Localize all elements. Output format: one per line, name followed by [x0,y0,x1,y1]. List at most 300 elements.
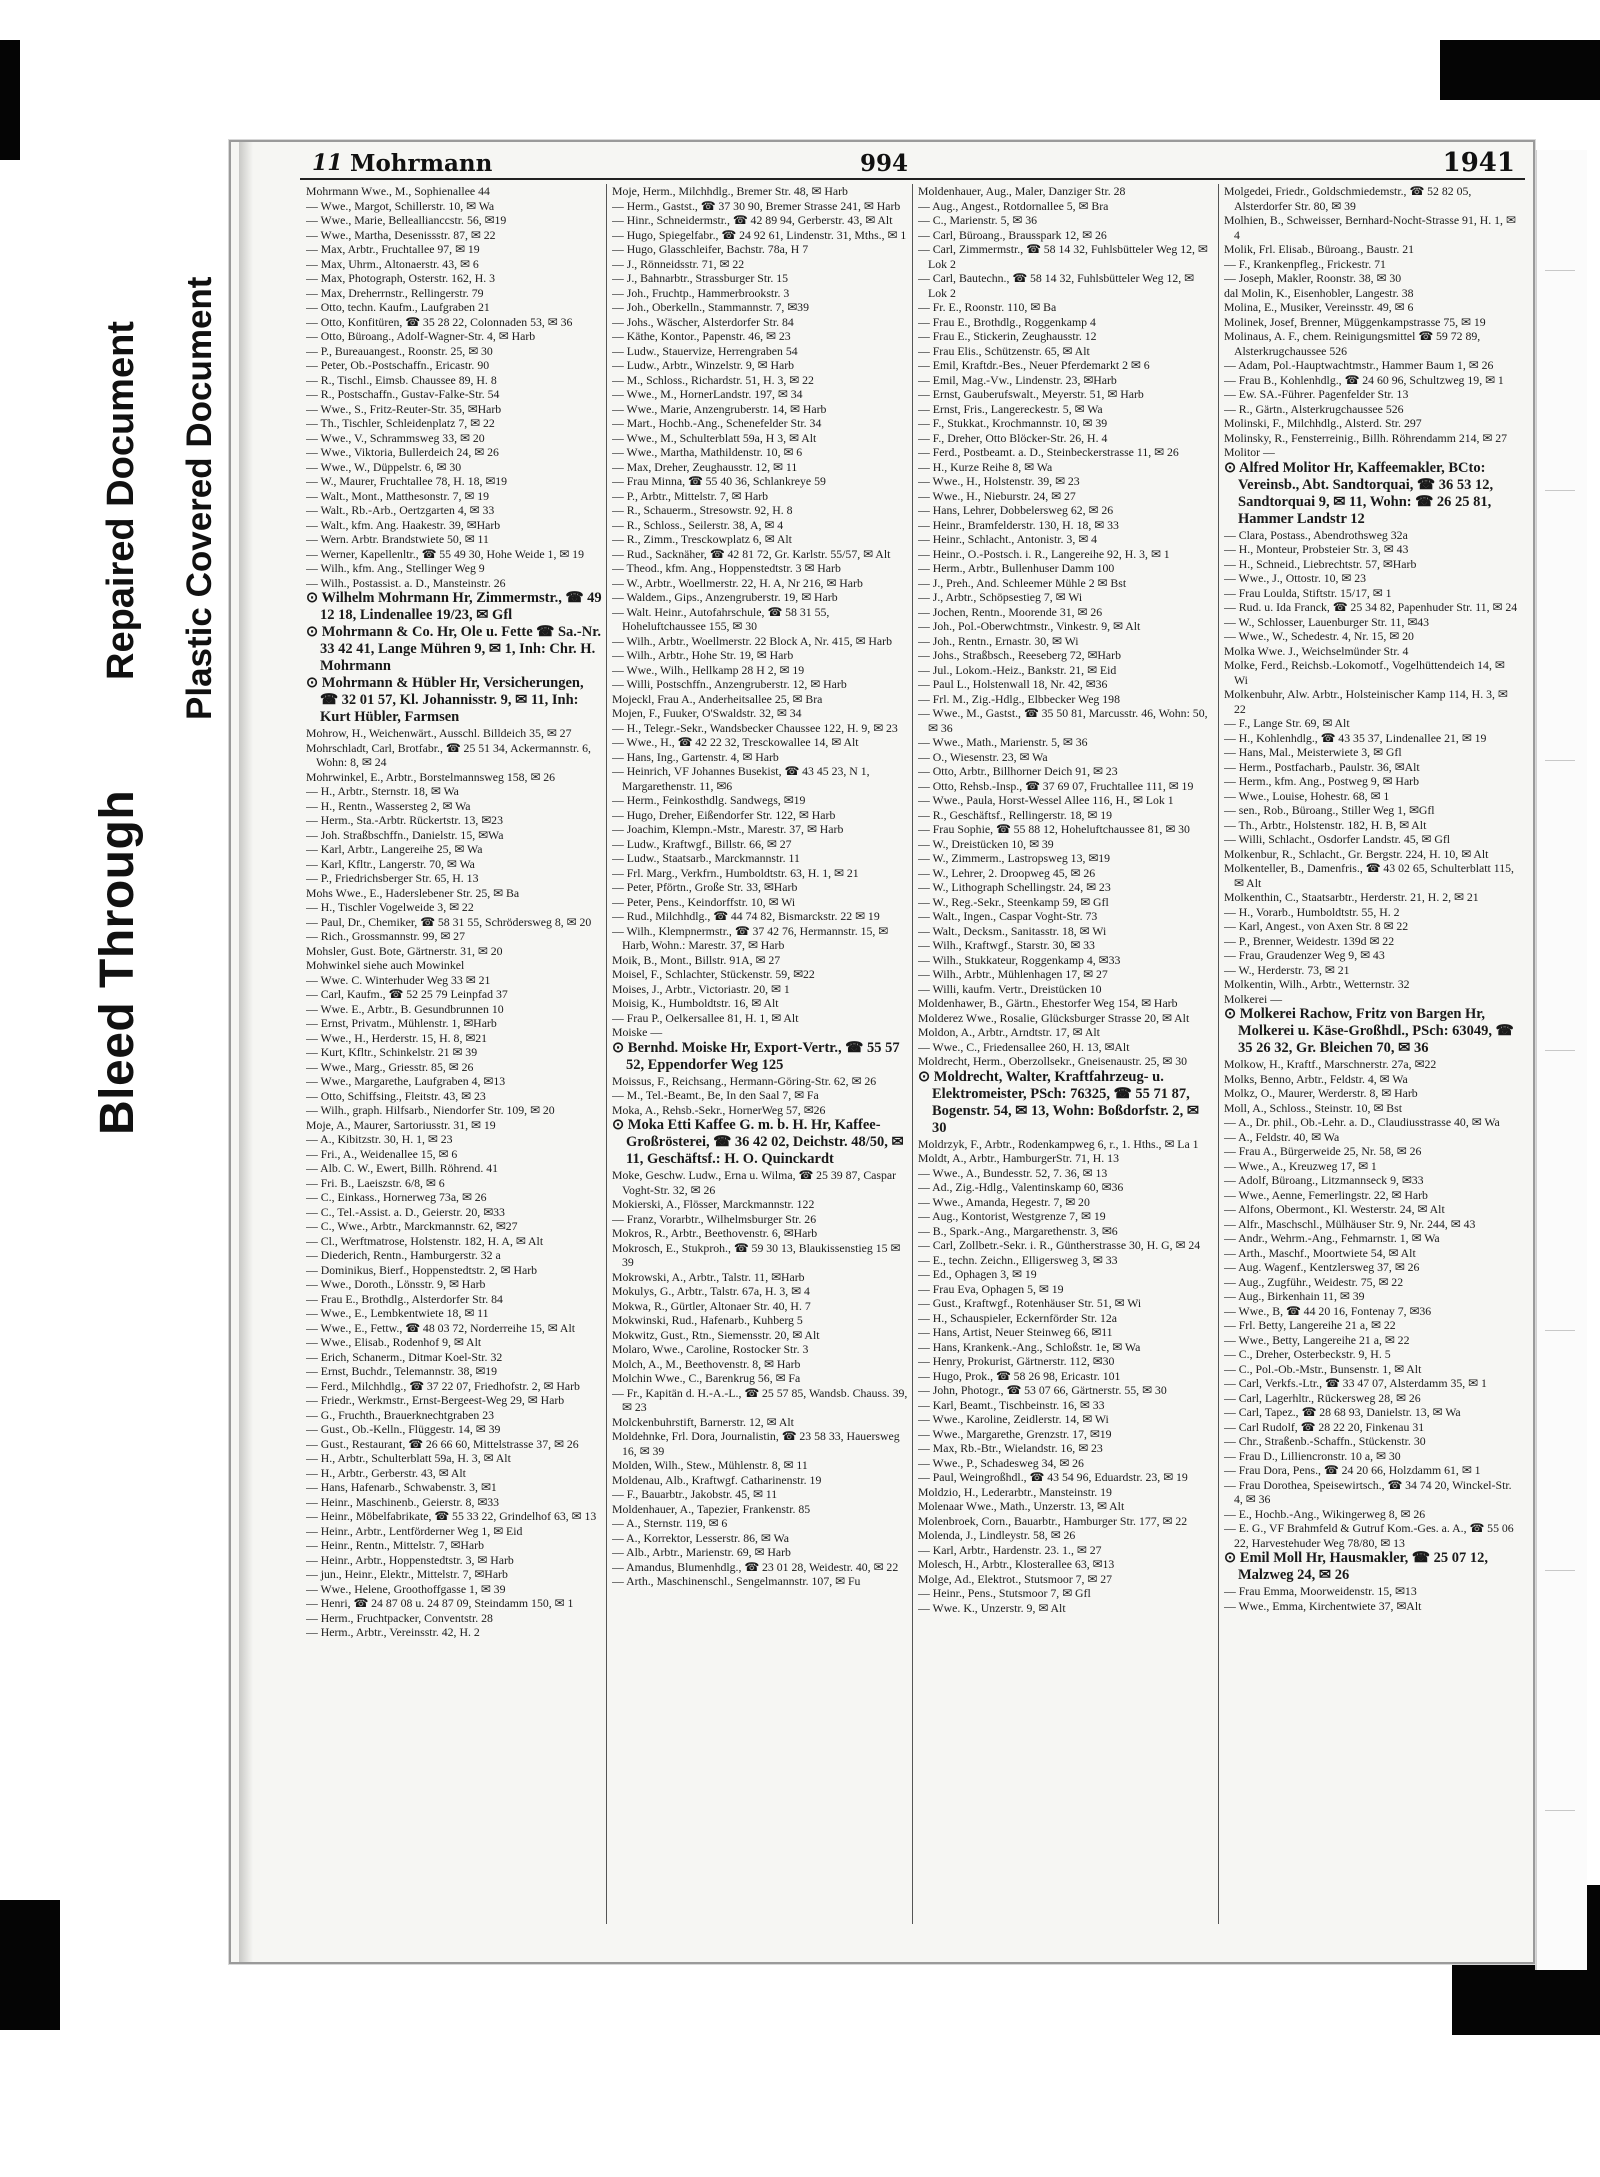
directory-entry: — Ludw., Stauervize, Herrengraben 54 [612,343,798,358]
directory-entry: — Wwe. C. Winterhuder Weg 33 ✉ 21 [306,972,491,987]
directory-entry: — Ed., Ophagen 3, ✉ 19 [918,1267,1037,1281]
directory-entry: — W., Reg.-Sekr., Steenkamp 59, ✉ Gfl [918,894,1109,909]
directory-entry: — Wwe., Amanda, Hegestr. 7, ✉ 20 [918,1194,1090,1209]
directory-entry: — Frau E., Brothdlg., Alsterdorfer Str. 84 [306,1291,503,1306]
directory-entry: — Aug., Kontorist, Westgrenze 7, ✉ 19 [918,1209,1106,1223]
directory-entry: — Wwe., Wilh., Hellkamp 28 H 2, ✉ 19 [612,662,805,677]
directory-entry: — Frau Elis., Schützenstr. 65, ✉ Alt [918,343,1090,358]
directory-entry: ⊙ Mohrmann & Co. Hr, Ole u. Fette ☎ Sa.-Nr. 33 42 41, Lange Mühren 9, ✉ 1, Inh: Chr. H. Mohrmann [306,624,601,674]
directory-entry: — Carl, Kaufm., ☎ 52 25 79 Leinpfad 37 [306,987,508,1001]
directory-entry: — Chr., Straßenb.-Schaffn., Stückenstr. 30 [1224,1434,1426,1448]
directory-entry: — Kurt, Kfltr., Schinkelstr. 21 ✉ 39 [306,1045,478,1059]
directory-entry: — Karl, Kfltr., Langerstr. 70, ✉ Wa [306,856,475,871]
page-number: 994 [860,150,909,177]
directory-entry: — Aug., Zugführ., Weidestr. 75, ✉ 22 [1224,1274,1404,1289]
directory-entry: Mokrosch, E., Stukproh., ☎ 59 30 13, Blaukissenstieg 15 ✉ 39 [612,1240,901,1269]
directory-entry: — Ludw., Arbtr., Winzelstr. 9, ✉ Harb [612,358,795,372]
directory-entry: — Ernst, Buchdr., Telemannstr. 38, ✉19 [306,1364,498,1378]
directory-entry: Moldrzyk, F., Arbtr., Rodenkampweg 6, r., 1. Hths., ✉ La 1 [918,1136,1199,1151]
directory-entry: — Franz, Vorarbtr., Wilhelmsburger Str. 26 [612,1211,817,1226]
directory-entry: Moiske — [612,1025,663,1039]
directory-entry: — Mart., Hochb.-Ang., Schenefelder Str. 34 [612,416,822,430]
directory-entry: — Karl, Beamt., Tischbeinstr. 16, ✉ 33 [918,1397,1105,1412]
directory-entry: Molge, Ad., Elektrot., Stutsmoor 7, ✉ 27 [918,1571,1113,1586]
directory-entry: — P., Bureauangest., Roonstr. 25, ✉ 30 [306,343,493,358]
directory-entry: — Emil, Kraftdr.-Bes., Neuer Pferdemarkt 2 ✉ 6 [918,358,1150,372]
directory-entry: — Wilh., Arbtr., Mühlenhagen 17, ✉ 27 [918,967,1108,981]
directory-entry: Moje, A., Maurer, Sartoriusstr. 31, ✉ 19 [306,1117,496,1132]
directory-entry: — J., Bahnarbtr., Strassburger Str. 15 [612,271,789,285]
directory-entry: Molke, Ferd., Reichsb.-Lokomotf., Vogelhüttendeich 14, ✉ Wi [1224,658,1505,687]
directory-entry: — Alfr., Maschschl., Mülhäuser Str. 9, Nr. 244, ✉ 43 [1224,1216,1476,1231]
directory-entry: — Herm., Feinkosthdlg. Sandwegs, ✉19 [612,793,806,807]
directory-entry: — H., Telegr.-Sekr., Wandsbecker Chaussee 122, H. 9, ✉ 23 [612,720,898,735]
directory-entry: Moik, B., Mont., Billstr. 91A, ✉ 27 [612,952,781,967]
directory-entry: — Rich., Grossmannstr. 99, ✉ 27 [306,929,465,943]
directory-entry: — Frau Dora, Pens., ☎ 24 20 66, Holzdamm 61, ✉ 1 [1224,1463,1481,1477]
directory-entry: — B., Spark.-Ang., Margarethenstr. 3, ✉6 [918,1223,1118,1238]
directory-entry: — Wwe., Math., Marienstr. 5, ✉ 36 [918,735,1088,749]
directory-entry: — H., Arbtr., Sternstr. 18, ✉ Wa [306,784,459,798]
directory-entry: Mokrowski, A., Arbtr., Talstr. 11, ✉Harb [612,1269,805,1284]
directory-entry: — Peter, Pens., Keindorffstr. 10, ✉ Wi [612,894,796,909]
directory-entry: — Wwe., Martha, Desenissstr. 87, ✉ 22 [306,227,496,242]
directory-entry: Moldt, A., Arbtr., HamburgerStr. 71, H. 13 [918,1151,1119,1165]
directory-entry: — Wwe., Elisab., Rodenhof 9, ✉ Alt [306,1335,482,1349]
directory-entry: Molckenbuhrstift, Barnerstr. 12, ✉ Alt [612,1414,794,1429]
directory-entry: Mohrow, H., Weichenwärt., Ausschl. Billdeich 35, ✉ 27 [306,726,572,740]
directory-entry: — Werner, Kapellenltr., ☎ 55 49 30, Hohe Weide 1, ✉ 19 [306,546,584,561]
directory-entry: — Wwe., Marie, Anzengruberstr. 14, ✉ Harb [612,401,827,416]
directory-entry: — Wwe., P., Schadesweg 34, ✉ 26 [918,1455,1084,1470]
directory-entry: — Heinr., Pens., Stutsmoor 7, ✉ Gfl [918,1586,1091,1600]
directory-entry: — Frau P., Oelkersallee 81, H. 1, ✉ Alt [612,1010,799,1025]
directory-entry: — Clara, Postass., Abendrothsweg 32a [1224,527,1408,542]
directory-entry: Moldenhauer, A., Tapezier, Frankenstr. 85 [612,1501,811,1516]
directory-entry: — H., Schneid., Liebrechtstr. 57, ✉Harb [1224,556,1417,571]
directory-entry: — F., Bauarbtr., Jakobstr. 45, ✉ 11 [612,1487,778,1501]
directory-entry: — Wwe., Louise, Hohestr. 68, ✉ 1 [1224,788,1390,803]
directory-entry: — M., Tel.-Beamt., Be, In den Saal 7, ✉ Fa [612,1088,819,1102]
directory-entry: — Otto, Arbtr., Billhorner Deich 91, ✉ 23 [918,764,1118,778]
directory-entry: — Herm., Postfacharb., Paulstr. 36, ✉Alt [1224,759,1420,774]
column-divider [1218,184,1219,1924]
directory-entry: — sen., Rob., Büroang., Stiller Weg 1, ✉Gfl [1224,803,1435,817]
directory-entry: — C., Einkass., Hornerweg 73a, ✉ 26 [306,1190,487,1204]
directory-entry: — Frau Minna, ☎ 55 40 36, Schlankreye 59 [612,474,826,488]
directory-entry: — Wilh., Postassist. a. D., Mansteinstr. 26 [306,575,506,590]
directory-entry: Molkenteller, B., Damenfris., ☎ 43 02 65, Schulterblatt 115, ✉ Alt [1224,861,1514,890]
directory-entry: — W., Dreistücken 10, ✉ 39 [918,836,1054,851]
directory-entry: — Carl, Bautechn., ☎ 58 14 32, Fuhlsbütteler Weg 12, ✉ Lok 2 [918,271,1195,300]
directory-entry: — jun., Heinr., Elektr., Mittelstr. 7, ✉Harb [306,1567,508,1581]
directory-entry: — Wwe., Marie, Belleallianccstr. 56, ✉19 [306,213,507,227]
directory-entry: — Andr., Wehrm.-Ang., Fehmarnstr. 1, ✉ Wa [1224,1231,1440,1245]
directory-entry: — Walt., kfm. Ang. Haakestr. 39, ✉Harb [306,517,501,532]
directory-entry: Molgedei, Friedr., Goldschmiedemstr., ☎ 52 82 05, Alsterdorfer Str. 80, ✉ 39 [1224,184,1472,213]
directory-entry: — Rud. u. Ida Franck, ☎ 25 34 82, Papenhuder Str. 11, ✉ 24 [1224,600,1518,614]
directory-entry: Molaro, Wwe., Caroline, Rostocker Str. 3 [612,1342,809,1356]
directory-entry: — J., Preh., And. Schleemer Mühle 2 ✉ Bst [918,575,1127,590]
directory-entry: — Heinr., Maschinenb., Geierstr. 8, ✉33 [306,1494,500,1509]
directory-entry: Molks, Benno, Arbtr., Feldstr. 4, ✉ Wa [1224,1071,1408,1086]
directory-column-4 [1224,184,1520,1924]
directory-column-3 [918,184,1214,1924]
directory-entry: — Ernst, Gauberufswalt., Meyerstr. 51, ✉ Harb [918,387,1144,401]
directory-entry: — Peter, Ob.-Postschaffn., Ericastr. 90 [306,358,490,372]
directory-entry: — W., Arbtr., Woellmerstr. 22, H. A, Nr 216, ✉ Harb [612,575,863,590]
directory-entry: Molkenbur, R., Schlacht., Gr. Bergstr. 224, H. 10, ✉ Alt [1224,846,1489,861]
section-number: 11 [312,150,343,176]
directory-entry: — A., Feldstr. 40, ✉ Wa [1224,1129,1340,1144]
directory-entry: — M., Schloss., Richardstr. 51, H. 3, ✉ 22 [612,372,814,387]
directory-entry: — H., Schauspieler, Eckernförder Str. 12a [918,1310,1118,1325]
directory-entry: — Karl, Arbtr., Hardenstr. 23. 1., ✉ 27 [918,1542,1102,1557]
directory-entry: — H., Monteur, Probsteier Str. 3, ✉ 43 [1224,542,1409,556]
repaired-document-label: Repaired Document [100,321,142,680]
directory-entry: — O., Wiesenstr. 23, ✉ Wa [918,749,1048,764]
directory-entry: — Heinr., Rentn., Mittelstr. 7, ✉Harb [306,1538,484,1552]
directory-entry: Moises, J., Arbtr., Victoriastr. 20, ✉ 1 [612,981,790,996]
directory-entry: — Otto, techn. Kaufm., Laufgraben 21 [306,300,490,314]
directory-entry: — Hugo, Dreher, Eißendorfer Str. 122, ✉ Harb [612,807,836,822]
running-head-name: Mohrmann [350,150,493,177]
directory-entry: Molka Wwe. J., Weichselmünder Str. 4 [1224,643,1409,658]
directory-entry: — G., Fruchth., Brauerknechtgraben 23 [306,1407,495,1422]
directory-entry: ⊙ Moldrecht, Walter, Kraftfahrzeug- u. Elektromeister, PSch: 76325, ☎ 55 71 87, Bogenstr. 54, ✉ 13, Wohn: Boßdorfstr. 2, ✉ 30 [918,1068,1200,1136]
facing-page-edge [1535,150,1587,1970]
directory-entry: — Ferd., Milchhdlg., ☎ 37 22 07, Friedhofstr. 2, ✉ Harb [306,1378,580,1393]
directory-entry: — Käthe, Kontor., Papenstr. 46, ✉ 23 [612,329,791,343]
directory-entry: — Erich, Schanerm., Ditmar Koel-Str. 32 [306,1349,503,1364]
directory-entry: — Max, Rb.-Btr., Wielandstr. 16, ✉ 23 [918,1441,1103,1455]
directory-entry: — Fr., Kapitän d. H.-A.-L., ☎ 25 57 85, Wandsb. Chauss. 39, ✉ 23 [612,1385,908,1414]
directory-entry: Mohrmann Wwe., M., Sophienallee 44 [306,184,490,198]
directory-entry: Mokulys, G., Arbtr., Talstr. 67a, H. 3, ✉ 4 [612,1284,810,1298]
directory-entry: — Wilh., Kraftwgf., Starstr. 30, ✉ 33 [918,938,1095,952]
directory-entry: Molkerei — [1224,991,1282,1006]
directory-entry: — Herm., Gastst., ☎ 37 30 90, Bremer Strasse 241, ✉ Harb [612,198,901,213]
directory-entry: — Wwe., Betty, Langereihe 21 a, ✉ 22 [1224,1332,1410,1347]
directory-entry: — Wwe., M., Gastst., ☎ 35 50 81, Marcusstr. 46, Wohn: 50, ✉ 36 [918,706,1208,735]
directory-entry: — Wilh., Klempnermstr., ☎ 37 42 76, Hermannstr. 15, ✉ Harb, Wohn.: Marestr. 37, ✉ Harb [612,923,889,952]
directory-entry: Mojen, F., Fuuker, O'Swaldstr. 32, ✉ 34 [612,706,802,720]
directory-entry: — Hugo, Glasschleifer, Bachstr. 78a, H 7 [612,242,809,256]
bottom-left-black-corner [0,1900,60,2030]
directory-entry: — Hans, Krankenk.-Ang., Schloßstr. 1e, ✉ Wa [918,1339,1141,1354]
directory-entry: Molesch, H., Arbtr., Klosterallee 63, ✉13 [918,1557,1115,1571]
directory-entry: — Wwe., Margarethe, Laufgraben 4, ✉13 [306,1074,506,1088]
directory-entry: Molkenbuhr, Alw. Arbtr., Holsteinischer Kamp 114, H. 3, ✉ 22 [1224,687,1508,716]
directory-entry: — Frl. Betty, Langereihe 21 a, ✉ 22 [1224,1318,1396,1332]
directory-entry: — Joh., Pol.-Oberwchtmstr., Vinkestr. 9, ✉ Alt [918,619,1141,633]
directory-entry: — Wwe., H., Herderstr. 15, H. 8, ✉21 [306,1030,488,1045]
directory-entry: — W., Maurer, Fruchtallee 78, H. 18, ✉19 [306,474,508,488]
directory-entry: — F., Krankenpfleg., Frickestr. 71 [1224,256,1386,271]
directory-entry: — W., Herderstr. 73, ✉ 21 [1224,962,1350,977]
directory-entry: — R., Schloss., Seilerstr. 38, A, ✉ 4 [612,517,784,532]
directory-entry: — Walt., Mont., Matthesonstr. 7, ✉ 19 [306,488,490,503]
directory-entry: — R., Tischl., Eimsb. Chaussee 89, H. 8 [306,372,497,387]
directory-entry: — Heinr., Arbtr., Lentförderner Weg 1, ✉ Eid [306,1523,523,1538]
directory-entry: — Wwe., Margarethe, Grenzstr. 17, ✉19 [918,1426,1112,1441]
directory-entry: — Carl, Büroang., Brausspark 12, ✉ 26 [918,227,1107,242]
directory-entry: — P., Arbtr., Mittelstr. 7, ✉ Harb [612,488,769,503]
directory-entry: — Wwe., Viktoria, Bullerdeich 24, ✉ 26 [306,445,499,459]
directory-entry: — Heinr., Möbelfabrikate, ☎ 55 33 22, Grindelhof 63, ✉ 13 [306,1509,597,1523]
column-divider [606,184,607,1924]
directory-entry: — Th., Tischler, Schleidenplatz 7, ✉ 22 [306,416,495,430]
directory-entry: — Carl Rudolf, ☎ 28 22 20, Finkenau 31 [1224,1419,1425,1434]
directory-entry: — Wwe., Karoline, Zeidlerstr. 14, ✉ Wi [918,1412,1109,1426]
directory-entry: — Frau Loulda, Stiftstr. 15/17, ✉ 1 [1224,585,1392,600]
directory-entry: — Wwe., Aenne, Femerlingstr. 22, ✉ Harb [1224,1187,1428,1202]
directory-entry: — Wwe., E., Lembkentwiete 18, ✉ 11 [306,1306,489,1320]
directory-entry: Mokros, R., Arbtr., Beethovenstr. 6, ✉Harb [612,1226,818,1240]
directory-entry: Moldrecht, Herm., Oberzollsekr., Gneisenaustr. 25, ✉ 30 [918,1054,1188,1068]
directory-entry: — Cl., Werftmatrose, Holstenstr. 182, H. A, ✉ Alt [306,1233,544,1248]
directory-entry: Molinski, F., Milchhdlg., Alsterd. Str. 297 [1224,416,1422,430]
directory-entry: — Friedr., Werkmstr., Ernst-Bergeest-Weg 29, ✉ Harb [306,1393,565,1407]
directory-entry: — C., Wwe., Arbtr., Marckmannstr. 62, ✉27 [306,1219,518,1233]
directory-entry: — Frau Sophie, ☎ 55 88 12, Hoheluftchaussee 81, ✉ 30 [918,822,1190,836]
directory-entry: — C., Dreher, Osterbeckstr. 9, H. 5 [1224,1347,1391,1361]
directory-entry: — Wilh., kfm. Ang., Stellinger Weg 9 [306,561,485,575]
directory-entry: Mohrwinkel, E., Arbtr., Borstelmannsweg 158, ✉ 26 [306,769,556,784]
directory-entry: ⊙ Bernhd. Moiske Hr, Export-Vertr., ☎ 55 57 52, Eppendorfer Weg 125 [612,1039,900,1073]
directory-entry: — Frau A., Bürgerweide 25, Nr. 58, ✉ 26 [1224,1144,1422,1158]
directory-entry: — Frau, Graudenzer Weg 9, ✉ 43 [1224,948,1385,962]
directory-entry: — J., Rönneidsstr. 71, ✉ 22 [612,256,745,271]
directory-entry: — Fr. E., Roonstr. 110, ✉ Ba [918,300,1057,314]
directory-entry: — Walt. Heinr., Autofahrschule, ☎ 58 31 55, Hoheluftchaussee 155, ✉ 30 [612,604,830,633]
directory-entry: — Willi, Postschffn., Anzengruberstr. 12, ✉ Harb [612,677,847,691]
column-divider [912,184,913,1924]
directory-entry: — Hinr., Schneidermstr., ☎ 42 89 94, Gerberstr. 43, ✉ Alt [612,213,893,227]
header-rule [300,178,1525,180]
directory-entry: Molinsky, R., Fensterreinig., Billh. Röhrendamm 214, ✉ 27 [1224,430,1508,445]
directory-entry: — Heinr., Arbtr., Hoppenstedtstr. 3, ✉ Harb [306,1552,514,1567]
directory-entry: — Wern. Arbtr. Brandstwiete 50, ✉ 11 [306,532,489,546]
directory-entry: — Wwe., W., Schedestr. 4, Nr. 15, ✉ 20 [1224,629,1414,643]
directory-entry: — Hans, Lehrer, Dobbelersweg 62, ✉ 26 [918,503,1114,517]
directory-entry: — Frl. Marg., Verkfrn., Humboldtstr. 63, H. 1, ✉ 21 [612,865,859,880]
directory-entry: — Wwe., Emma, Kirchentwiete 37, ✉Alt [1224,1598,1422,1613]
directory-entry: ⊙ Mohrmann & Hübler Hr, Versicherungen, ☎ 32 01 57, Kl. Johannisstr. 9, ✉ 11, Inh: Kurt Hübler, Farmsen [306,675,584,725]
directory-entry: — Karl, Arbtr., Langereihe 25, ✉ Wa [306,842,483,856]
directory-entry: — Ludw., Kraftwgf., Billstr. 66, ✉ 27 [612,836,792,851]
directory-entry: — Peter, Pförtn., Große Str. 33, ✉Harb [612,880,798,894]
directory-entry: Mohrschladt, Carl, Brotfabr., ☎ 25 51 34, Ackermannstr. 6, Wohn: 8, ✉ 24 [306,740,591,769]
directory-entry: — Wilh., Arbtr., Woellmerstr. 22 Block A, Nr. 415, ✉ Harb [612,633,892,648]
directory-entry: — Frl. M., Zig.-Hdlg., Elbbecker Weg 198 [918,691,1120,706]
directory-entry: Molderez Wwe., Rosalie, Glücksburger Strasse 20, ✉ Alt [918,1010,1190,1025]
directory-entry: — H., Arbtr., Gerberstr. 43, ✉ Alt [306,1465,466,1480]
directory-entry: — Frau Emma, Moorweidenstr. 15, ✉13 [1224,1584,1417,1598]
directory-entry: — Wwe., A., Kreuzweg 17, ✉ 1 [1224,1158,1377,1173]
directory-entry: Mojeckl, Frau A., Anderheitsallee 25, ✉ Bra [612,691,823,706]
directory-entry: — Walt., Ingen., Caspar Voght-Str. 73 [918,909,1098,923]
directory-entry: — Joh., Oberkelln., Stammannstr. 7, ✉39 [612,300,809,314]
top-left-black-corner [0,40,20,160]
directory-entry: — Walt., Decksm., Sanitasstr. 18, ✉ Wi [918,923,1107,938]
directory-entry: — Alb., Arbtr., Marienstr. 69, ✉ Harb [612,1545,791,1559]
directory-entry: dal Molin, K., Eisenhobler, Langestr. 38 [1224,285,1414,300]
directory-entry: — C., Tel.-Assist. a. D., Geierstr. 20, ✉33 [306,1204,505,1219]
directory-entry: Moll, A., Schloss., Steinstr. 10, ✉ Bst [1224,1100,1403,1115]
directory-entry: — Arth., Maschinenschl., Sengelmannstr. 107, ✉ Fu [612,1574,861,1588]
directory-entry: Molenda, J., Lindleystr. 58, ✉ 26 [918,1528,1076,1542]
directory-entry: — Hans, Hafenarb., Schwabenstr. 3, ✉1 [306,1480,497,1494]
directory-entry: — Herm., Sta.-Arbtr. Rückertstr. 13, ✉23 [306,813,503,827]
directory-entry: — Max, Dreherrnstr., Rellingerstr. 79 [306,285,484,300]
directory-entry: — Arth., Maschf., Moortwiete 54, ✉ Alt [1224,1245,1416,1260]
directory-entry: — Gust., Restaurant, ☎ 26 66 60, Mittelstrasse 37, ✉ 26 [306,1436,579,1451]
directory-entry: ⊙ Emil Moll Hr, Hausmakler, ☎ 25 07 12, Malzweg 24, ✉ 26 [1224,1550,1488,1583]
directory-entry: — Carl, Zollbetr.-Sekr. i. R., Güntherstrasse 30, H. G, ✉ 24 [918,1238,1201,1252]
directory-entry: — C., Pol.-Ob.-Mstr., Bunsenstr. 1, ✉ Alt [1224,1361,1422,1376]
directory-entry: Molitor — [1224,445,1275,459]
directory-entry: — Herm., Arbtr., Vereinsstr. 42, H. 2 [306,1625,480,1639]
directory-entry: — Willi, kaufm. Vertr., Dreistücken 10 [918,981,1102,996]
directory-entry: Molenaar Wwe., Math., Unzerstr. 13, ✉ Alt [918,1499,1125,1513]
directory-entry: Molkenthin, C., Staatsarbtr., Herderstr. 21, H. 2, ✉ 21 [1224,890,1479,904]
directory-entry: — Max, Arbtr., Fruchtallee 97, ✉ 19 [306,242,480,256]
directory-entry: — Walt., Rb.-Arb., Oertzgarten 4, ✉ 33 [306,503,495,517]
directory-entry: — F., Stukkat., Krochmannstr. 10, ✉ 39 [918,416,1108,430]
directory-entry: — Waldem., Gips., Anzengruberstr. 19, ✉ Harb [612,590,838,604]
directory-entry: — P., Brenner, Weidestr. 139d ✉ 22 [1224,933,1395,948]
directory-entry: — Carl, Zimmermstr., ☎ 58 14 32, Fuhlsbütteler Weg 12, ✉ Lok 2 [918,242,1208,271]
directory-entry: — J., Arbtr., Schöpsestieg 7, ✉ Wi [918,590,1083,604]
directory-entry: Moldenhawer, B., Gärtn., Ehestorfer Weg 154, ✉ Harb [918,996,1178,1010]
directory-entry: — Joh., Fruchtp., Hammerbrookstr. 3 [612,285,790,300]
directory-entry: Mokwitz, Gust., Rtn., Siemensstr. 20, ✉ Alt [612,1327,820,1342]
directory-entry: — Wwe., Marg., Griesstr. 85, ✉ 26 [306,1059,474,1074]
directory-entry: — Emil, Mag.-Vw., Lindenstr. 23, ✉Harb [918,372,1117,387]
directory-entry: — Rud., Sacknäher, ☎ 42 81 72, Gr. Karlstr. 55/57, ✉ Alt [612,546,891,561]
directory-entry: — A., Korrektor, Lesserstr. 86, ✉ Wa [612,1530,789,1545]
directory-entry: — Heinrich, VF Johannes Busekist, ☎ 43 45 23, N 1, Margarethenstr. 11, ✉6 [612,764,870,793]
directory-entry: — Frau B., Kohlenhdlg., ☎ 24 60 96, Schultzweg 19, ✉ 1 [1224,372,1504,387]
directory-entry: — Frau D., Lilliencronstr. 10 a, ✉ 30 [1224,1448,1401,1463]
directory-entry: — H., Rentn., Wassersteg 2, ✉ Wa [306,798,471,813]
directory-entry: — Karl, Angest., von Axen Str. 8 ✉ 22 [1224,919,1409,933]
directory-entry: Molhien, B., Schweisser, Bernhard-Nocht-Strasse 91, H. 1, ✉ 4 [1224,213,1516,242]
directory-entry: — W., Zimmerm., Lastropsweg 13, ✉19 [918,851,1111,865]
directory-entry: — Wwe., C., Friedensallee 260, H. 13, ✉Alt [918,1039,1130,1054]
directory-entry: — Paul, Weingroßhdl., ☎ 43 54 96, Eduardstr. 23, ✉ 19 [918,1470,1188,1484]
directory-entry: — Willi, Schlacht., Osdorfer Landstr. 45, ✉ Gfl [1224,832,1451,846]
directory-entry: — R., Gärtn., Alsterkrugchaussee 526 [1224,401,1404,416]
directory-entry: Mohs Wwe., E., Haderslebener Str. 25, ✉ Ba [306,885,520,900]
directory-entry: — Max, Dreher, Zeughausstr. 12, ✉ 11 [612,459,798,474]
directory-entry: — Wilh., Stukkateur, Roggenkamp 4, ✉33 [918,952,1121,967]
directory-entry: — Heinr., O.-Postsch. i. R., Langereihe 92, H. 3, ✉ 1 [918,546,1170,561]
directory-entry: — Hugo, Prok., ☎ 58 26 98, Ericastr. 101 [918,1368,1121,1383]
directory-entry: Moke, Geschw. Ludw., Erna u. Wilma, ☎ 25 39 87, Caspar Voght-Str. 32, ✉ 26 [612,1168,897,1197]
directory-entry: Moka, A., Rehsb.-Sekr., HornerWeg 57, ✉26 [612,1102,826,1117]
directory-entry: — Amandus, Blumenhdlg., ☎ 23 01 28, Weidestr. 40, ✉ 22 [612,1559,899,1574]
directory-entry: — Fri. B., Laeiszstr. 6/8, ✉ 6 [306,1175,445,1190]
directory-entry: — Wwe., A., Bundesstr. 52, 7. 36, ✉ 13 [918,1165,1108,1180]
directory-entry: — Joh. Straßbschffn., Danielstr. 15, ✉Wa [306,827,504,842]
directory-entry: — Johs., Wäscher, Alsterdorfer Str. 84 [612,314,794,329]
directory-entry: ⊙ Wilhelm Mohrmann Hr, Zimmermstr., ☎ 49 12 18, Lindenallee 19/23, ✉ Gfl [306,590,602,623]
directory-entry: — W., Schlosser, Lauenburger Str. 11, ✉43 [1224,614,1430,629]
directory-entry: — Wilh., Arbtr., Hohe Str. 19, ✉ Harb [612,648,794,662]
directory-entry: — Aug., Angest., Rotdornallee 5, ✉ Bra [918,198,1109,213]
directory-entry: — Joh., Rentn., Ernastr. 30, ✉ Wi [918,633,1079,648]
directory-entry: — R., Geschäftsf., Rellingerstr. 18, ✉ 19 [918,807,1113,822]
directory-entry: — E., Hochb.-Ang., Wikingerweg 8, ✉ 26 [1224,1506,1426,1521]
directory-entry: — Frau Eva, Ophagen 5, ✉ 19 [918,1281,1064,1296]
directory-entry: — Wwe., V., Schrammsweg 33, ✉ 20 [306,430,485,445]
directory-entry: — Otto, Schiffsing., Fleitstr. 43, ✉ 23 [306,1088,486,1103]
directory-entry: Moisel, F., Schlachter, Stückenstr. 59, ✉22 [612,967,815,981]
directory-entry: — Ernst, Fris., Langereckestr. 5, ✉ Wa [918,401,1103,416]
directory-entry: — Diederich, Rentn., Hamburgerstr. 32 a [306,1248,501,1262]
plastic-covered-document-label: Plastic Covered Document [180,276,219,720]
directory-entry: — Wwe., B, ☎ 44 20 16, Fontenay 7, ✉36 [1224,1303,1432,1318]
directory-entry: — Heinr., Bramfelderstr. 130, H. 18, ✉ 33 [918,517,1119,532]
directory-entry: — Wwe., H., Nieburstr. 24, ✉ 27 [918,488,1076,503]
directory-entry: Moissus, F., Reichsang., Hermann-Göring-Str. 62, ✉ 26 [612,1073,877,1088]
directory-entry: Moldon, A., Arbtr., Arndtstr. 17, ✉ Alt [918,1025,1100,1039]
directory-entry: Mohsler, Gust. Bote, Gärtnerstr. 31, ✉ 20 [306,943,503,958]
directory-entry: — Hugo, Spiegelfabr., ☎ 24 92 61, Lindenstr. 31, Mths., ✉ 1 [612,227,907,242]
directory-entry: — Frau Dorothea, Speisewirtsch., ☎ 34 74 20, Winckel-Str. 4, ✉ 36 [1224,1477,1512,1506]
directory-entry: — Hans, Ing., Gartenstr. 4, ✉ Harb [612,749,779,764]
directory-entry: Molkz, O., Maurer, Werderstr. 8, ✉ Harb [1224,1086,1418,1100]
directory-entry: Mokwinski, Rud., Hafenarb., Kuhberg 5 [612,1313,803,1327]
directory-entry: — Joachim, Klempn.-Mstr., Marestr. 37, ✉ Harb [612,822,844,836]
page-header [300,146,1525,180]
directory-entry: — Gust., Kraftwgf., Rotenhäuser Str. 51, ✉ Wi [918,1296,1142,1310]
directory-entry: — Jul., Lokom.-Heiz., Bankstr. 21, ✉ Eid [918,662,1117,677]
directory-entry: — Johs., Straßbsch., Reeseberg 72, ✉Harb [918,648,1121,662]
directory-entry: — Frau E., Brothdlg., Roggenkamp 4 [918,314,1096,329]
binding-shadow [239,142,253,1962]
directory-year: 1941 [1442,148,1515,178]
directory-entry: — P., Friedrichsberger Str. 65, H. 13 [306,871,479,885]
directory-entry: — Otto, Rehsb.-Insp., ☎ 37 69 07, Fruchtallee 111, ✉ 19 [918,778,1194,793]
directory-entry: — Ferd., Postbeamt. a. D., Steinbeckerstrasse 11, ✉ 26 [918,445,1179,459]
directory-entry: — F., Lange Str. 69, ✉ Alt [1224,716,1350,730]
directory-entry: — Wilh., graph. Hilfsarb., Niendorfer Str. 109, ✉ 20 [306,1103,555,1117]
directory-entry: — Joseph, Makler, Roonstr. 38, ✉ 30 [1224,271,1402,285]
directory-entry: — Wwe., H., Holstenstr. 39, ✉ 23 [918,474,1080,488]
directory-entry: — Otto, Konfitüren, ☎ 35 28 22, Colonnaden 53, ✉ 36 [306,314,573,329]
directory-entry: — Hans, Artist, Neuer Steinweg 66, ✉11 [918,1325,1113,1339]
directory-entry: Mokierski, A., Flösser, Marckmannstr. 122 [612,1197,815,1211]
directory-entry: — Jochen, Rentn., Moorende 31, ✉ 26 [918,604,1103,619]
directory-entry: — Max, Photograph, Osterstr. 162, H. 3 [306,271,496,285]
directory-entry: — R., Postschaffn., Gustav-Falke-Str. 54 [306,387,500,401]
directory-entry: Molden, Wilh., Stew., Mühlenstr. 8, ✉ 11 [612,1458,808,1472]
directory-entry: — Paul L., Holstenwall 18, Nr. 42, ✉36 [918,677,1108,691]
directory-entry: Moje, Herm., Milchhdlg., Bremer Str. 48, ✉ Harb [612,184,848,198]
directory-entry: — E. G., VF Brahmfeld & Gutruf Kom.-Ges. a. A., ☎ 55 06 22, Harvestehuder Weg 78/80, ✉ 13 [1224,1521,1514,1550]
directory-entry: — R., Zimm., Tresckowplatz 6, ✉ Alt [612,532,792,546]
directory-entry: — H., Vorarb., Humboldtstr. 55, H. 2 [1224,904,1400,919]
directory-entry: — Wwe., H., ☎ 42 22 32, Tresckowallee 14, ✉ Alt [612,735,859,749]
directory-entry: — Adam, Pol.-Hauptwachtmstr., Hammer Baum 1, ✉ 26 [1224,358,1494,372]
directory-entry: — Henri, ☎ 24 87 08 u. 24 87 09, Steindamm 150, ✉ 1 [306,1596,574,1610]
directory-entry: — Aug., Birkenhain 11, ✉ 39 [1224,1289,1365,1303]
directory-entry: — Wwe., M., HornerLandstr. 197, ✉ 34 [612,387,803,401]
directory-entry: — Wwe., Doroth., Lönsstr. 9, ✉ Harb [306,1277,486,1291]
